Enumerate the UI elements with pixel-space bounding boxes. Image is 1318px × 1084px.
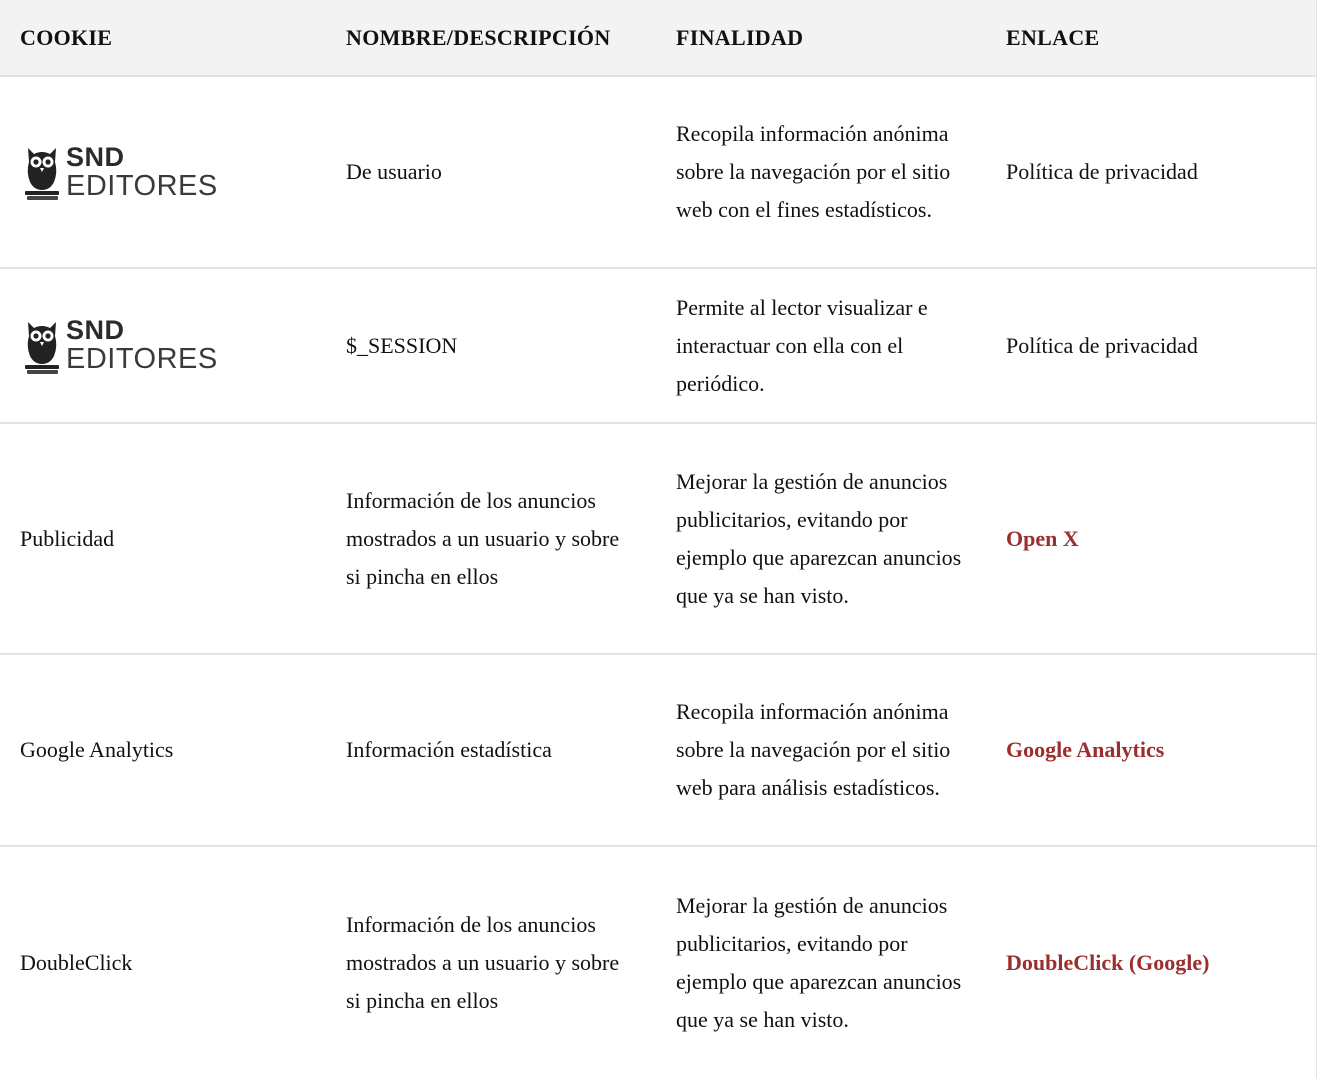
table-row bbox=[0, 654, 1316, 846]
cell-enlace bbox=[986, 846, 1316, 1078]
table-row bbox=[0, 76, 1316, 268]
cell-enlace bbox=[986, 76, 1316, 268]
doubleclick-link[interactable]: DoubleClick (Google) bbox=[1006, 949, 1210, 975]
cell-nombre: Información de los anuncios mostrados a un usuario y sobre si pincha en ellos bbox=[346, 911, 620, 1013]
cell-finalidad: Recopila información anónima sobre la navegación por el sitio web para análisis estadísticos. bbox=[656, 654, 986, 846]
cell-nombre: Información estadística bbox=[326, 654, 656, 846]
logo-line-editores: EDITORES bbox=[66, 169, 218, 202]
cell-enlace bbox=[986, 423, 1316, 654]
header-finalidad: FINALIDAD bbox=[656, 0, 986, 76]
cell-cookie bbox=[0, 76, 326, 268]
cell-enlace bbox=[986, 268, 1316, 423]
logo-line-snd: SND bbox=[66, 141, 125, 172]
google-analytics-link[interactable]: Google Analytics bbox=[1006, 737, 1165, 762]
snd-editores-logo bbox=[24, 142, 306, 202]
table-row bbox=[0, 846, 1316, 1078]
header-enlace: ENLACE bbox=[986, 0, 1316, 76]
cell-cookie: DoubleClick bbox=[20, 949, 133, 975]
cell-cookie: Google Analytics bbox=[0, 654, 326, 846]
cell-cookie bbox=[0, 268, 326, 423]
header-nombre: NOMBRE/DESCRIPCIÓN bbox=[326, 0, 656, 76]
cell-finalidad: Permite al lector visualizar e interactuar con ella con el periódico. bbox=[656, 268, 986, 423]
logo-line-snd: SND bbox=[66, 315, 125, 345]
header-cookie: COOKIE bbox=[0, 0, 326, 76]
cell-cookie: Publicidad bbox=[0, 423, 326, 654]
table-row bbox=[0, 268, 1316, 423]
snd-editores-logo bbox=[24, 316, 306, 376]
owl-on-books-icon bbox=[24, 316, 60, 376]
cell-finalidad: Mejorar la gestión de anuncios publicitarios, evitando por ejemplo que aparezcan anuncios que ya se han visto. bbox=[676, 892, 962, 1032]
cell-enlace bbox=[986, 654, 1316, 846]
table-body bbox=[0, 76, 1316, 1078]
cell-finalidad: Recopila información anónima sobre la navegación por el sitio web con el fines estadísticos. bbox=[656, 76, 986, 268]
privacy-policy-link[interactable]: Política de privacidad bbox=[1006, 332, 1198, 358]
cell-nombre: Información de los anuncios mostrados a un usuario y sobre si pincha en ellos bbox=[326, 423, 656, 654]
owl-on-books-icon bbox=[24, 142, 60, 202]
table-header bbox=[0, 0, 1316, 76]
openx-link[interactable]: Open X bbox=[1006, 525, 1079, 551]
header-row bbox=[0, 0, 1316, 76]
privacy-policy-link[interactable]: Política de privacidad bbox=[1006, 159, 1198, 184]
table-row bbox=[0, 423, 1316, 654]
cell-nombre: $_SESSION bbox=[326, 268, 656, 423]
cell-finalidad: Mejorar la gestión de anuncios publicitarios, evitando por ejemplo que aparezcan anuncios que ya se han visto. bbox=[656, 423, 986, 654]
logo-line-editores: EDITORES bbox=[66, 343, 218, 375]
cell-nombre: De usuario bbox=[326, 76, 656, 268]
